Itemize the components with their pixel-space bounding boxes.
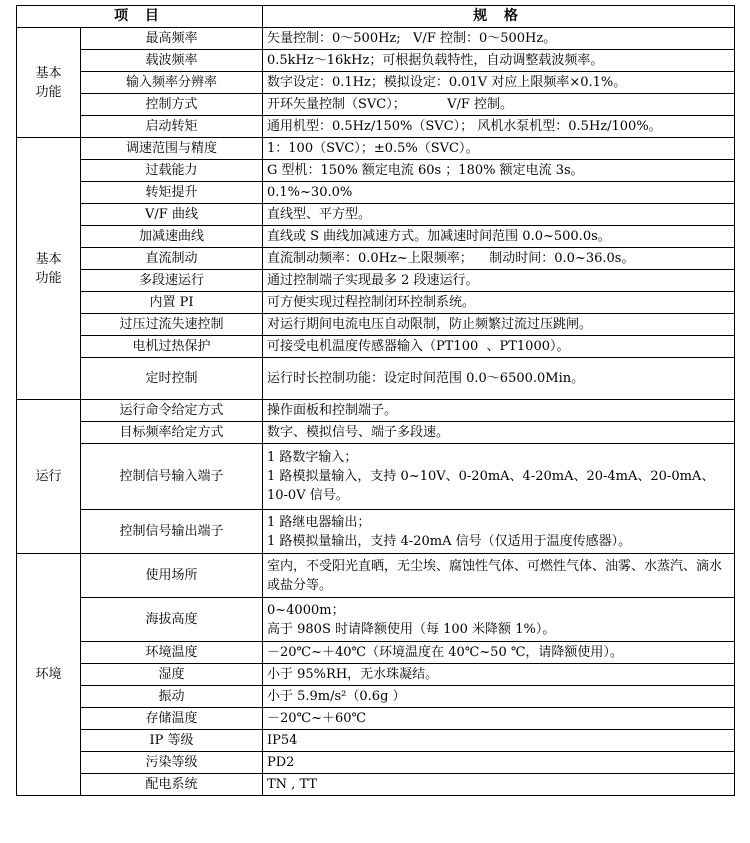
item-cell: 运行命令给定方式: [81, 400, 263, 422]
category-cell: 环境: [17, 554, 81, 796]
table-row: [17, 642, 735, 664]
item-cell: 海拔高度: [81, 598, 263, 642]
table-row: [17, 314, 735, 336]
item-cell: 最高频率: [81, 28, 263, 50]
spec-cell: 0~4000m； 高于 980S 时请降额使用（每 100 米降额 1%）。: [263, 598, 735, 642]
table-row: [17, 686, 735, 708]
table-row: [17, 730, 735, 752]
item-cell: 电机过热保护: [81, 336, 263, 358]
item-cell: 定时控制: [81, 358, 263, 400]
item-cell: 污染等级: [81, 752, 263, 774]
table-row: [17, 400, 735, 422]
table-row: [17, 598, 735, 642]
item-cell: 存储温度: [81, 708, 263, 730]
spec-cell: 1 路继电器输出； 1 路模拟量输出，支持 4-20mA 信号（仅适用于温度传感器）。: [263, 510, 735, 554]
item-cell: 过压过流失速控制: [81, 314, 263, 336]
item-cell: 环境温度: [81, 642, 263, 664]
spec-cell: 可接受电机温度传感器输入（PT100 、PT1000）。: [263, 336, 735, 358]
table-row: [17, 444, 735, 510]
spec-cell: 直线或 S 曲线加减速方式。加减速时间范围 0.0~500.0s。: [263, 226, 735, 248]
item-cell: 内置 PI: [81, 292, 263, 314]
header-row: [17, 6, 735, 28]
spec-cell: 开环矢量控制（SVC）； V/F 控制。: [263, 94, 735, 116]
table-row: [17, 226, 735, 248]
spec-cell: 通过控制端子实现最多 2 段速运行。: [263, 270, 735, 292]
table-row: [17, 774, 735, 796]
category-cell: 基本 功能: [17, 138, 81, 400]
item-cell: 控制信号输入端子: [81, 444, 263, 510]
table-row: [17, 50, 735, 72]
spec-cell: IP54: [263, 730, 735, 752]
table-row: [17, 248, 735, 270]
spec-cell: TN , TT: [263, 774, 735, 796]
item-cell: 启动转矩: [81, 116, 263, 138]
spec-cell: －20℃~＋40℃（环境温度在 40℃~50 ℃，请降额使用）。: [263, 642, 735, 664]
header-item: 项 目: [17, 6, 263, 28]
item-cell: 转矩提升: [81, 182, 263, 204]
item-cell: 配电系统: [81, 774, 263, 796]
spec-cell: PD2: [263, 752, 735, 774]
item-cell: 控制信号输出端子: [81, 510, 263, 554]
item-cell: IP 等级: [81, 730, 263, 752]
spec-cell: 0.1%~30.0%: [263, 182, 735, 204]
spec-cell: 小于 95%RH，无水珠凝结。: [263, 664, 735, 686]
spec-cell: 0.5kHz～16kHz；可根据负载特性，自动调整载波频率。: [263, 50, 735, 72]
table-row: [17, 510, 735, 554]
spec-cell: 操作面板和控制端子。: [263, 400, 735, 422]
table-row: [17, 138, 735, 160]
table-row: [17, 270, 735, 292]
item-cell: 输入频率分辨率: [81, 72, 263, 94]
table-row: [17, 182, 735, 204]
header-spec: 规 格: [263, 6, 735, 28]
specification-table: [16, 5, 735, 796]
table-row: [17, 292, 735, 314]
spec-cell: 通用机型：0.5Hz/150%（SVC）； 风机水泵机型：0.5Hz/100%。: [263, 116, 735, 138]
spec-cell: 可方便实现过程控制闭环控制系统。: [263, 292, 735, 314]
table-row: [17, 708, 735, 730]
item-cell: 湿度: [81, 664, 263, 686]
spec-cell: 直流制动频率：0.0Hz~上限频率； 制动时间：0.0~36.0s。: [263, 248, 735, 270]
table-row: [17, 204, 735, 226]
spec-body: [17, 28, 735, 796]
table-row: [17, 116, 735, 138]
spec-cell: 对运行期间电流电压自动限制，防止频繁过流过压跳闸。: [263, 314, 735, 336]
item-cell: 过载能力: [81, 160, 263, 182]
item-cell: 调速范围与精度: [81, 138, 263, 160]
table-row: [17, 358, 735, 400]
table-row: [17, 554, 735, 598]
item-cell: 振动: [81, 686, 263, 708]
item-cell: 使用场所: [81, 554, 263, 598]
category-cell: 运行: [17, 400, 81, 554]
spec-cell: 1：100（SVC）；±0.5%（SVC）。: [263, 138, 735, 160]
table-row: [17, 28, 735, 50]
item-cell: 加减速曲线: [81, 226, 263, 248]
table-row: [17, 422, 735, 444]
item-cell: 目标频率给定方式: [81, 422, 263, 444]
spec-cell: 室内，不受阳光直晒，无尘埃、腐蚀性气体、可燃性气体、油雾、水蒸汽、滴水或盐分等。: [263, 554, 735, 598]
spec-cell: G 型机：150% 额定电流 60s ；180% 额定电流 3s。: [263, 160, 735, 182]
spec-cell: 矢量控制：0～500Hz; V/F 控制：0～500Hz。: [263, 28, 735, 50]
spec-cell: 数字、模拟信号、端子多段速。: [263, 422, 735, 444]
spec-cell: 数字设定：0.1Hz；模拟设定：0.01V 对应上限频率×0.1%。: [263, 72, 735, 94]
item-cell: 多段速运行: [81, 270, 263, 292]
table-row: [17, 160, 735, 182]
spec-cell: －20℃~＋60℃: [263, 708, 735, 730]
table-row: [17, 72, 735, 94]
spec-cell: 运行时长控制功能：设定时间范围 0.0～6500.0Min。: [263, 358, 735, 400]
table-row: [17, 752, 735, 774]
table-row: [17, 664, 735, 686]
table-row: [17, 94, 735, 116]
item-cell: 直流制动: [81, 248, 263, 270]
spec-cell: 直线型、平方型。: [263, 204, 735, 226]
table-row: [17, 336, 735, 358]
item-cell: 控制方式: [81, 94, 263, 116]
item-cell: 载波频率: [81, 50, 263, 72]
category-cell: 基本 功能: [17, 28, 81, 138]
spec-cell: 1 路数字输入； 1 路模拟量输入，支持 0~10V、0-20mA、4-20mA、20-4mA、20-0mA、10-0V 信号。: [263, 444, 735, 510]
spec-cell: 小于 5.9m/s²（0.6g ）: [263, 686, 735, 708]
item-cell: V/F 曲线: [81, 204, 263, 226]
